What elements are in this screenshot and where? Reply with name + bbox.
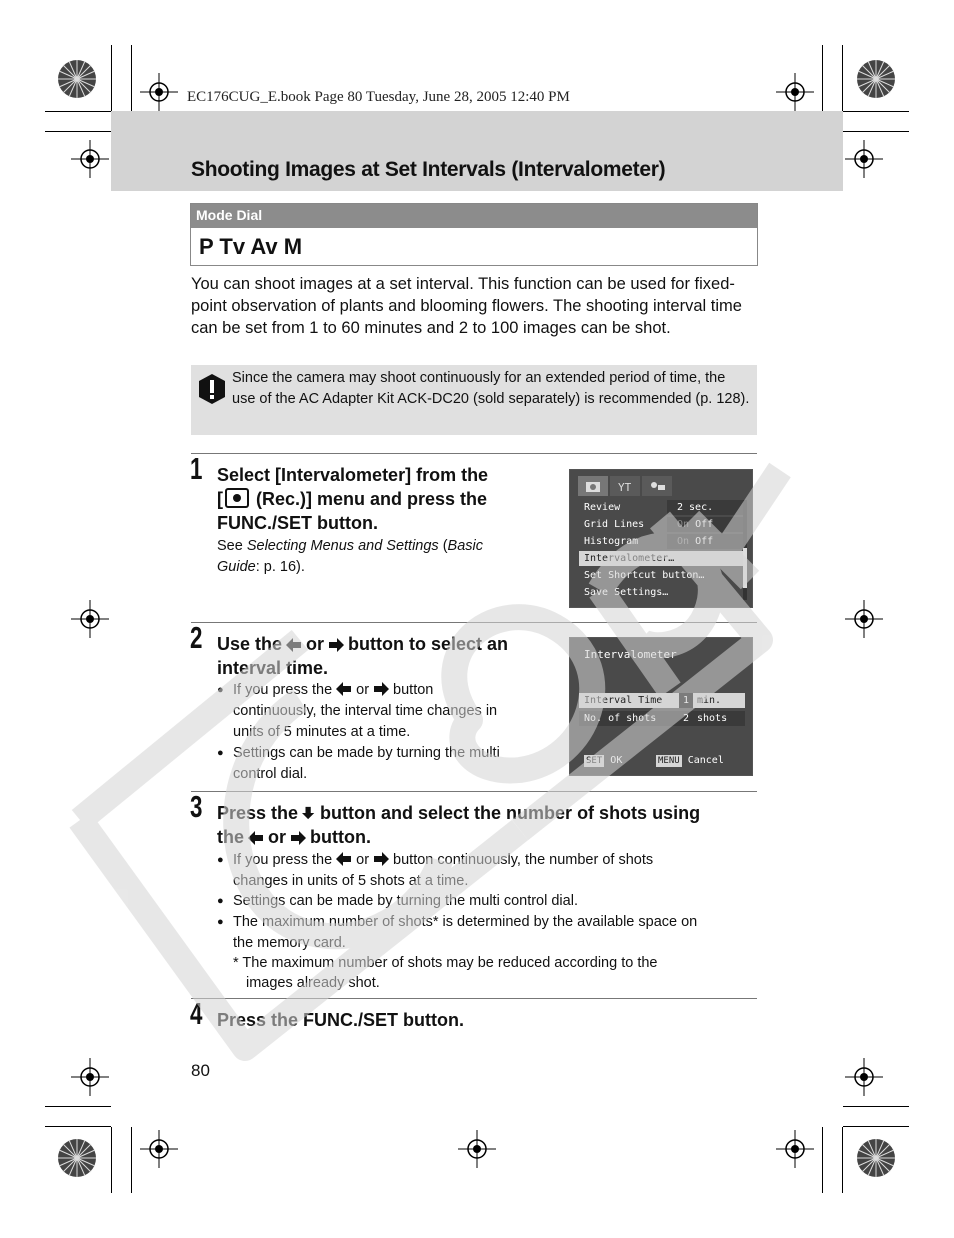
list-item	[217, 850, 762, 891]
lcd-menu-row	[579, 568, 747, 583]
lcd-cancel-hint	[656, 755, 724, 767]
lcd-menu-row-selected	[579, 551, 747, 566]
caution-box	[191, 365, 757, 435]
title-text: the	[217, 827, 244, 847]
mode-dial-label: Mode Dial	[191, 204, 757, 228]
step-3-title-line	[217, 825, 762, 849]
color-target-icon	[57, 59, 97, 99]
step-1-title	[217, 463, 557, 535]
step-3-title	[217, 801, 762, 849]
my-camera-tab-icon	[642, 476, 672, 496]
lcd-row-label: Save Settings…	[584, 587, 669, 598]
lcd-row-label: Interval Time	[584, 695, 663, 706]
lcd-row-label: Review	[584, 502, 621, 513]
registration-mark-icon	[458, 1130, 496, 1168]
bullet-text: button continuously, the number of shots	[393, 852, 654, 868]
set-key-label: SET	[586, 756, 603, 766]
step-1-title-line: Select [Intervalometer] from the	[217, 465, 489, 485]
settings-tab-icon	[610, 476, 640, 496]
lcd-row-value	[667, 534, 745, 549]
lcd-scrollbar	[743, 500, 747, 600]
lcd-title: Intervalometer	[584, 648, 677, 661]
lcd-row-label: Histogram	[584, 536, 639, 547]
step-1-title-text: (Rec.)] menu and press the	[251, 489, 488, 509]
lcd-scroll-thumb	[743, 548, 747, 588]
note-italic: Guide	[217, 559, 256, 575]
lcd-value-selected: Off	[695, 519, 714, 530]
lcd-row-unit: shots	[697, 713, 728, 724]
lcd-menu-row	[579, 585, 747, 600]
lcd-row-value: 1	[679, 693, 693, 708]
registration-mark-icon	[140, 73, 178, 111]
title-text: button to select an	[348, 634, 509, 654]
step-1-title-line: FUNC./SET button.	[217, 513, 378, 533]
color-target-icon	[856, 1138, 896, 1178]
lcd-row-value: 2 sec.	[667, 500, 745, 515]
step-4-title: Press the FUNC./SET button.	[217, 1010, 465, 1030]
lcd-interval-row	[579, 711, 745, 726]
lcd-rec-menu-screenshot	[569, 469, 753, 608]
bullet-text: If you press the	[233, 682, 333, 698]
left-arrow-icon	[286, 638, 302, 652]
lcd-value-selected: Off	[695, 536, 714, 547]
caution-text: Since the camera may shoot continuously for an extended period of time, the use of the AC Adapter Kit ACK-DC20 (sold separately) is recommended (p. 128).	[232, 370, 750, 407]
registration-mark-icon	[71, 1058, 109, 1096]
bullet-text: control dial.	[233, 766, 308, 782]
registration-mark-icon	[776, 73, 814, 111]
intro-paragraph: You can shoot images at a set interval. This function can be used for fixed-point observation of plants and blooming flowers. The shooting interval time can be set from 1 to 60 minutes and 2 to 100 images can be shot.	[191, 275, 742, 337]
bullet-text: units of 5 minutes at a time.	[233, 724, 411, 740]
step-2-title	[217, 632, 562, 680]
step-2-title-line: interval time.	[217, 658, 329, 678]
note-text: : p. 16).	[255, 559, 305, 575]
title-text: Press the	[217, 803, 299, 823]
registration-mark-icon	[140, 1130, 178, 1168]
bullet-text: The maximum number of shots* is determined by the available space on	[233, 914, 698, 931]
step-divider	[191, 998, 757, 999]
lcd-row-label: No. of shots	[584, 713, 657, 724]
bullet-text: the memory card.	[233, 934, 346, 951]
print-info-line: EC176CUG_E.book Page 80 Tuesday, June 28, 2005 12:40 PM	[187, 89, 570, 105]
lcd-menu-row	[579, 534, 747, 549]
lcd-interval-row-selected	[579, 693, 745, 708]
lcd-value-dim: On	[677, 536, 690, 547]
note-italic: Basic	[447, 538, 484, 554]
registration-mark-icon	[845, 140, 883, 178]
title-text: button and select the number of shots using	[320, 803, 701, 823]
lcd-menu-row	[579, 500, 747, 515]
step-2-bullets	[217, 680, 547, 785]
left-arrow-icon	[336, 852, 352, 866]
step-number: 1	[190, 451, 203, 486]
title-text: or	[268, 827, 286, 847]
down-arrow-icon	[302, 805, 316, 821]
right-arrow-icon	[290, 831, 306, 845]
lcd-tabs	[578, 476, 678, 496]
bullet-text: or	[356, 682, 370, 698]
color-target-icon	[57, 1138, 97, 1178]
footnote-text: images already shot.	[246, 974, 380, 991]
lcd-ok-hint	[584, 755, 622, 767]
step-number: 2	[190, 620, 203, 655]
note-text: See	[217, 538, 247, 554]
list-item	[217, 743, 547, 785]
step-1-title-text: [	[217, 489, 223, 509]
lcd-value-dim: On	[677, 519, 690, 530]
mode-dial-modes: P Tv Av M	[199, 234, 303, 259]
note-italic: Selecting Menus and Settings	[246, 538, 439, 554]
note-text: (	[438, 538, 448, 554]
right-arrow-icon	[373, 682, 389, 696]
mode-dial-box	[190, 203, 758, 266]
step-2-title-line	[217, 632, 562, 656]
bullet-text: If you press the	[233, 852, 333, 868]
step-number: 4	[190, 996, 203, 1031]
menu-key-label: MENU	[658, 756, 680, 766]
step-divider	[191, 791, 757, 792]
registration-mark-icon	[845, 600, 883, 638]
list-item	[217, 680, 547, 743]
page-title: Shooting Images at Set Intervals (Intervalometer)	[191, 158, 666, 181]
ok-label: OK	[610, 755, 623, 766]
bullet-text: button	[393, 682, 434, 698]
lcd-row-label: Grid Lines	[584, 519, 645, 530]
step-divider	[191, 622, 757, 623]
step-3-bullets	[217, 850, 762, 954]
step-number: 3	[190, 789, 203, 824]
caution-exclamation-icon	[196, 373, 228, 405]
left-arrow-icon	[336, 682, 352, 696]
list-item: ● Settings can be made by turning the multi control dial.	[217, 891, 762, 912]
bullet-text: or	[356, 852, 370, 868]
lcd-row-value: 2	[682, 713, 690, 724]
lcd-row-value	[667, 517, 745, 532]
step-3-title-line	[217, 801, 762, 825]
left-arrow-icon	[248, 831, 264, 845]
svg-text:YT: YT	[618, 481, 632, 494]
step-3-footnote	[233, 954, 753, 993]
title-text: Use the	[217, 634, 283, 654]
list-item	[217, 912, 762, 953]
step-1-note	[217, 536, 537, 578]
bullet-text: Settings can be made by turning the multi	[233, 745, 500, 761]
bullet-text: changes in units of 5 shots at a time.	[233, 872, 469, 889]
cancel-label: Cancel	[687, 755, 724, 766]
registration-mark-icon	[776, 1130, 814, 1168]
rec-menu-camera-icon	[225, 488, 249, 508]
right-arrow-icon	[373, 852, 389, 866]
lcd-row-label: Set Shortcut button…	[584, 570, 705, 581]
registration-mark-icon	[71, 140, 109, 178]
lcd-row-unit: min.	[697, 695, 722, 706]
camera-tab-icon	[578, 476, 608, 496]
title-text: button.	[310, 827, 371, 847]
right-arrow-icon	[328, 638, 344, 652]
lcd-row-label: Intervalometer…	[584, 553, 675, 564]
footnote-text: * The maximum number of shots may be reduced according to the	[233, 955, 658, 971]
step-divider	[191, 453, 757, 454]
lcd-menu-row	[579, 517, 747, 532]
color-target-icon	[856, 59, 896, 99]
bullet-text: continuously, the interval time changes in	[233, 703, 498, 719]
registration-mark-icon	[71, 600, 109, 638]
step-1-title-line	[217, 487, 557, 511]
title-text: or	[306, 634, 325, 654]
lcd-intervalometer-screenshot	[569, 637, 753, 776]
registration-mark-icon	[845, 1058, 883, 1096]
page-number: 80	[191, 1061, 210, 1080]
